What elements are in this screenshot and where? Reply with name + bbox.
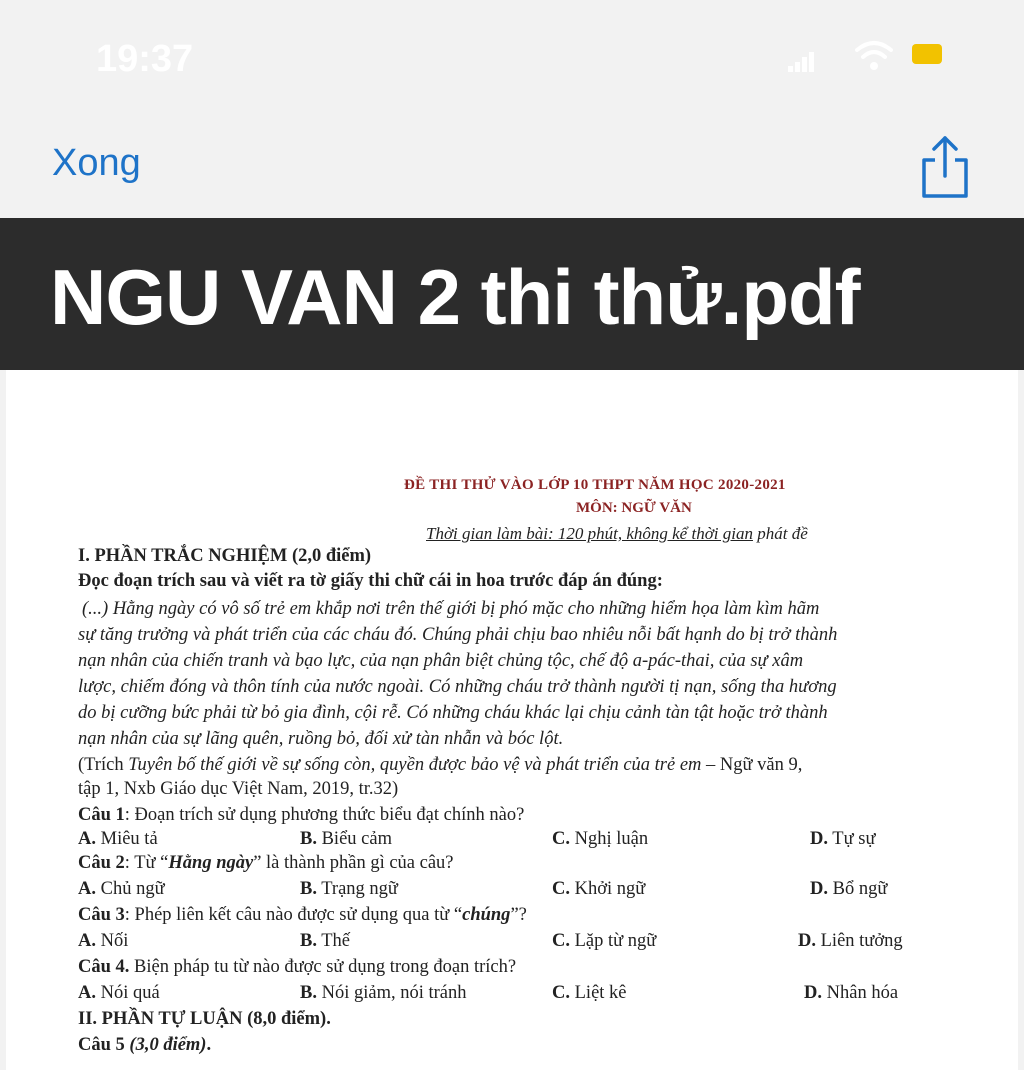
- q2-option-c: C. Khởi ngữ: [552, 879, 646, 899]
- passage-line: sự tăng trưởng và phát triển của các cháu đó. Chúng phải chịu bao nhiêu nỗi bất hạnh do bị trở thành: [78, 625, 838, 645]
- exam-header-line2: MÔN: NGỮ VĂN: [576, 500, 692, 516]
- question-emphasis: chúng: [462, 905, 511, 925]
- time-limit-rest: phát đề: [752, 524, 808, 543]
- q4-option-b: B. Nói giảm, nói tránh: [300, 983, 467, 1003]
- question-label: Câu 2: [78, 853, 125, 873]
- status-time: 19:37: [96, 38, 194, 80]
- signal-icon: [788, 50, 814, 72]
- exam-header-line1: ĐỀ THI THỬ VÀO LỚP 10 THPT NĂM HỌC 2020-2021: [404, 477, 786, 493]
- share-icon[interactable]: [918, 134, 972, 200]
- passage-line: (...) Hằng ngày có vô số trẻ em khắp nơi trên thế giới bị phó mặc cho những hiểm họa làm kìm hãm: [82, 599, 820, 619]
- q4-option-a: A. Nói quá: [78, 983, 160, 1003]
- q3-option-b: B. Thế: [300, 931, 351, 951]
- instruction: Đọc đoạn trích sau và viết ra tờ giấy thi chữ cái in hoa trước đáp án đúng:: [78, 571, 663, 591]
- question-2: Câu 2: Từ “Hằng ngày” là thành phần gì của câu?: [78, 853, 454, 873]
- pdf-page[interactable]: [6, 370, 1018, 1070]
- q1-option-c: C. Nghị luận: [552, 829, 649, 849]
- source-work: Tuyên bố thế giới về sự sống còn, quyền được bảo vệ và phát triển của trẻ em: [128, 755, 702, 775]
- source-dash: – Ngữ văn 9,: [701, 755, 803, 775]
- passage-line: do bị cưỡng bức phải từ bỏ gia đình, cội rễ. Có những cháu khác lại chịu cảnh tàn tật hoặc trở thành: [78, 703, 828, 723]
- q3-option-a: A. Nối: [78, 931, 129, 951]
- question-text: : Đoạn trích sử dụng phương thức biểu đạt chính nào?: [124, 805, 525, 825]
- q1-option-a: A. Miêu tả: [78, 829, 158, 849]
- time-limit: Thời gian làm bài: 120 phút, không kể thời gian: [426, 524, 753, 543]
- q3-option-d: D. Liên tưởng: [798, 931, 903, 951]
- source-open: (Trích: [78, 755, 129, 775]
- question-label: Câu 3: [78, 905, 125, 925]
- q1-option-b: B. Biểu cảm: [300, 829, 392, 849]
- done-button[interactable]: Xong: [52, 142, 141, 184]
- section1-title: I. PHẦN TRẮC NGHIỆM (2,0 điểm): [78, 546, 372, 566]
- q4-option-c: C. Liệt kê: [552, 983, 627, 1003]
- document-title: NGU VAN 2 thi thử.pdf: [50, 253, 860, 341]
- wifi-icon: [854, 38, 894, 72]
- source-line2: tập 1, Nxb Giáo dục Việt Nam, 2019, tr.32): [78, 779, 399, 799]
- question-label: Câu 4.: [78, 957, 130, 977]
- status-bar: [0, 0, 1024, 110]
- question-emphasis: Hằng ngày: [168, 853, 254, 873]
- q2-option-a: A. Chủ ngữ: [78, 879, 165, 899]
- section2-title: II. PHẦN TỰ LUẬN (8,0 điểm).: [78, 1009, 331, 1029]
- q3-option-c: C. Lặp từ ngữ: [552, 931, 657, 951]
- exam-header-line3: [426, 523, 808, 545]
- q4-option-d: D. Nhân hóa: [804, 983, 899, 1003]
- question-label: Câu 1: [78, 805, 125, 825]
- question-1: [78, 804, 524, 826]
- battery-icon: [912, 44, 942, 64]
- question-4: Câu 4. Biện pháp tu từ nào được sử dụng trong đoạn trích?: [78, 957, 517, 977]
- nav-bar: [0, 110, 1024, 218]
- title-band: [0, 218, 1024, 370]
- q2-option-b: B. Trạng ngữ: [300, 879, 398, 899]
- q2-option-d: D. Bổ ngữ: [810, 879, 888, 899]
- passage-line: nạn nhân của sự lãng quên, ruồng bỏ, đối xử tàn nhẫn và bóc lột.: [78, 729, 564, 749]
- q1-option-d: D. Tự sự: [810, 829, 876, 849]
- passage-line: lược, chiếm đóng và thôn tính của nước ngoài. Có những cháu trở thành người tị nạn, sống tha hương: [78, 677, 837, 697]
- source-line1: [78, 754, 802, 776]
- question-3: Câu 3: Phép liên kết câu nào được sử dụng qua từ “chúng”?: [78, 905, 527, 925]
- passage-line: nạn nhân của chiến tranh và bạo lực, của nạn phân biệt chủng tộc, chế độ a-pác-thai, của sự xâm: [78, 651, 804, 671]
- question-5: Câu 5 (3,0 điểm).: [78, 1035, 212, 1055]
